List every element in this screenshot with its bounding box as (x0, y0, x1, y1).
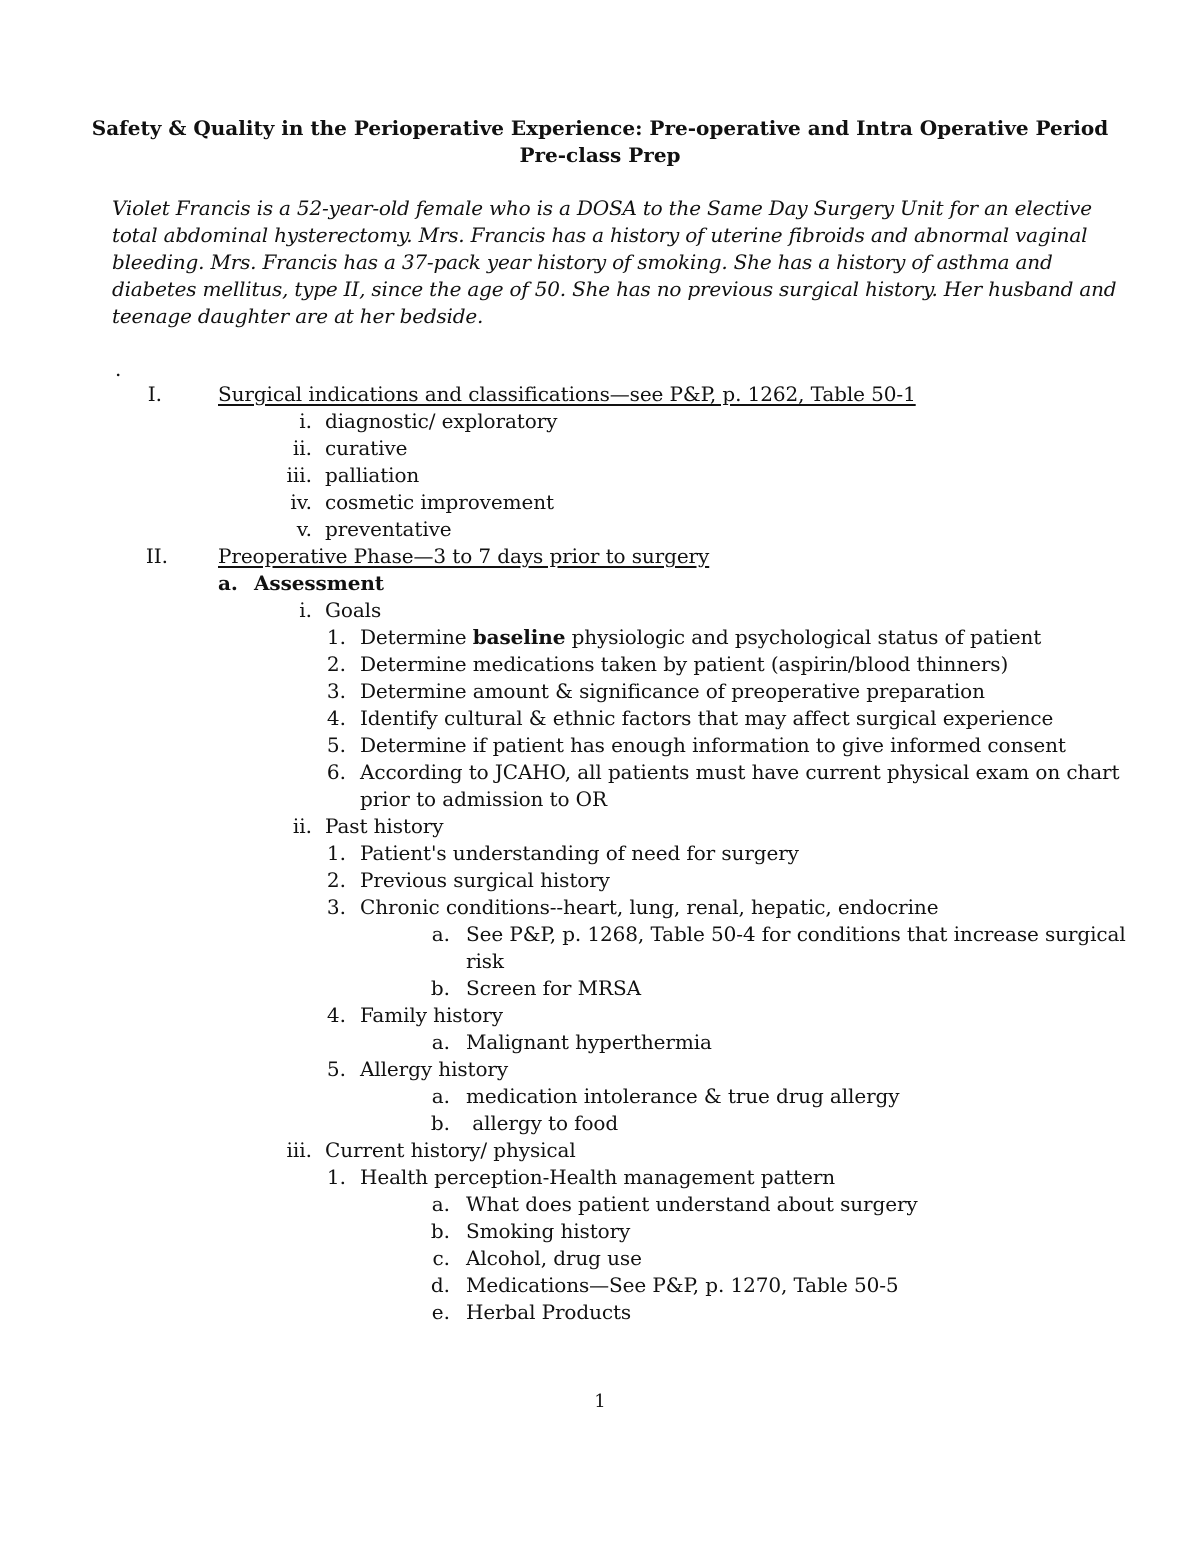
list-marker: i. (299, 598, 312, 622)
document-subtitle: Pre-class Prep (519, 143, 681, 167)
list-marker: 1. (326, 841, 346, 865)
stray-dot: . (115, 357, 122, 381)
subsection-marker: a. (218, 571, 238, 595)
list-item: palliation (325, 463, 420, 487)
list-item: Medications—See P&P, p. 1270, Table 50-5 (466, 1273, 899, 1297)
section-heading-surgical-indications: Surgical indications and classifications—see P&P, p. 1262, Table 50-1 (218, 382, 916, 406)
list-item-continuation: risk (466, 949, 504, 973)
scenario-line: teenage daughter are at her bedside. (112, 304, 484, 328)
document-title: Safety & Quality in the Perioperative Experience: Pre-operative and Intra Operative Period (91, 116, 1109, 140)
section-marker: II. (145, 544, 168, 568)
subsection-heading-assessment: Assessment (254, 571, 384, 595)
list-item: Patient's understanding of need for surgery (360, 841, 799, 865)
list-marker: 6. (326, 760, 346, 784)
list-item: See P&P, p. 1268, Table 50-4 for conditions that increase surgical (466, 922, 1126, 946)
bold-term: baseline (472, 625, 566, 649)
list-marker: c. (432, 1246, 450, 1270)
list-item: Determine medications taken by patient (aspirin/blood thinners) (360, 652, 1009, 676)
list-marker: a. (431, 922, 450, 946)
list-marker: 2. (326, 652, 346, 676)
section-marker: I. (147, 382, 162, 406)
list-item: Screen for MRSA (466, 976, 641, 1000)
list-item: Determine amount & significance of preoperative preparation (360, 679, 985, 703)
list-marker: ii. (292, 436, 312, 460)
list-marker: 4. (326, 706, 346, 730)
list-item: Family history (360, 1003, 503, 1027)
list-item: Previous surgical history (360, 868, 610, 892)
list-marker: a. (431, 1192, 450, 1216)
list-item: Herbal Products (466, 1300, 632, 1324)
scenario-line: total abdominal hysterectomy. Mrs. Francis has a history of uterine fibroids and abnormal vaginal (112, 223, 1088, 247)
list-marker: ii. (292, 814, 312, 838)
list-item: medication intolerance & true drug allergy (466, 1084, 900, 1108)
list-marker: v. (296, 517, 312, 541)
list-marker: 3. (326, 679, 346, 703)
list-marker: 5. (326, 733, 346, 757)
case-scenario (112, 195, 1117, 330)
list-item: Smoking history (466, 1219, 631, 1243)
list-item: Determine if patient has enough information to give informed consent (360, 733, 1066, 757)
list-marker: 4. (326, 1003, 346, 1027)
current-history-heading: Current history/ physical (325, 1138, 576, 1162)
list-item: Chronic conditions--heart, lung, renal, hepatic, endocrine (360, 895, 939, 919)
section-heading-preoperative-phase: Preoperative Phase—3 to 7 days prior to surgery (218, 544, 710, 568)
list-item: allergy to food (466, 1111, 619, 1135)
list-marker: b. (430, 976, 450, 1000)
list-item: Identify cultural & ethnic factors that may affect surgical experience (360, 706, 1054, 730)
list-item: curative (325, 436, 408, 460)
list-item-continuation: prior to admission to OR (360, 787, 607, 811)
list-item: Determine baseline physiologic and psychological status of patient (360, 625, 1042, 649)
list-item: preventative (325, 517, 452, 541)
list-item: What does patient understand about surgery (466, 1192, 918, 1216)
list-marker: b. (430, 1219, 450, 1243)
past-history-heading: Past history (325, 814, 444, 838)
list-marker: b. (430, 1111, 450, 1135)
list-item: cosmetic improvement (325, 490, 554, 514)
list-item: Malignant hyperthermia (466, 1030, 712, 1054)
list-marker: a. (431, 1030, 450, 1054)
list-marker: e. (431, 1300, 450, 1324)
list-item: Alcohol, drug use (466, 1246, 642, 1270)
scenario-line: bleeding. Mrs. Francis has a 37-pack year history of smoking. She has a history of asthma and (112, 250, 1053, 274)
scenario-line: diabetes mellitus, type II, since the age of 50. She has no previous surgical history. Her husband and (112, 277, 1117, 301)
list-item: diagnostic/ exploratory (325, 409, 558, 433)
scenario-line: Violet Francis is a 52-year-old female who is a DOSA to the Same Day Surgery Unit for an elective (112, 196, 1092, 220)
list-marker: iii. (286, 1138, 312, 1162)
list-marker: a. (431, 1084, 450, 1108)
list-marker: i. (299, 409, 312, 433)
list-item: Health perception-Health management pattern (360, 1165, 836, 1189)
list-marker: 5. (326, 1057, 346, 1081)
list-marker: d. (430, 1273, 450, 1297)
list-marker: iii. (286, 463, 312, 487)
list-marker: 3. (326, 895, 346, 919)
list-item: According to JCAHO, all patients must have current physical exam on chart (360, 760, 1120, 784)
list-marker: 1. (326, 1165, 346, 1189)
goals-heading: Goals (325, 598, 382, 622)
list-marker: iv. (290, 490, 312, 514)
list-marker: 1. (326, 625, 346, 649)
list-item: Allergy history (360, 1057, 509, 1081)
page-number: 1 (594, 1391, 606, 1412)
list-marker: 2. (326, 868, 346, 892)
